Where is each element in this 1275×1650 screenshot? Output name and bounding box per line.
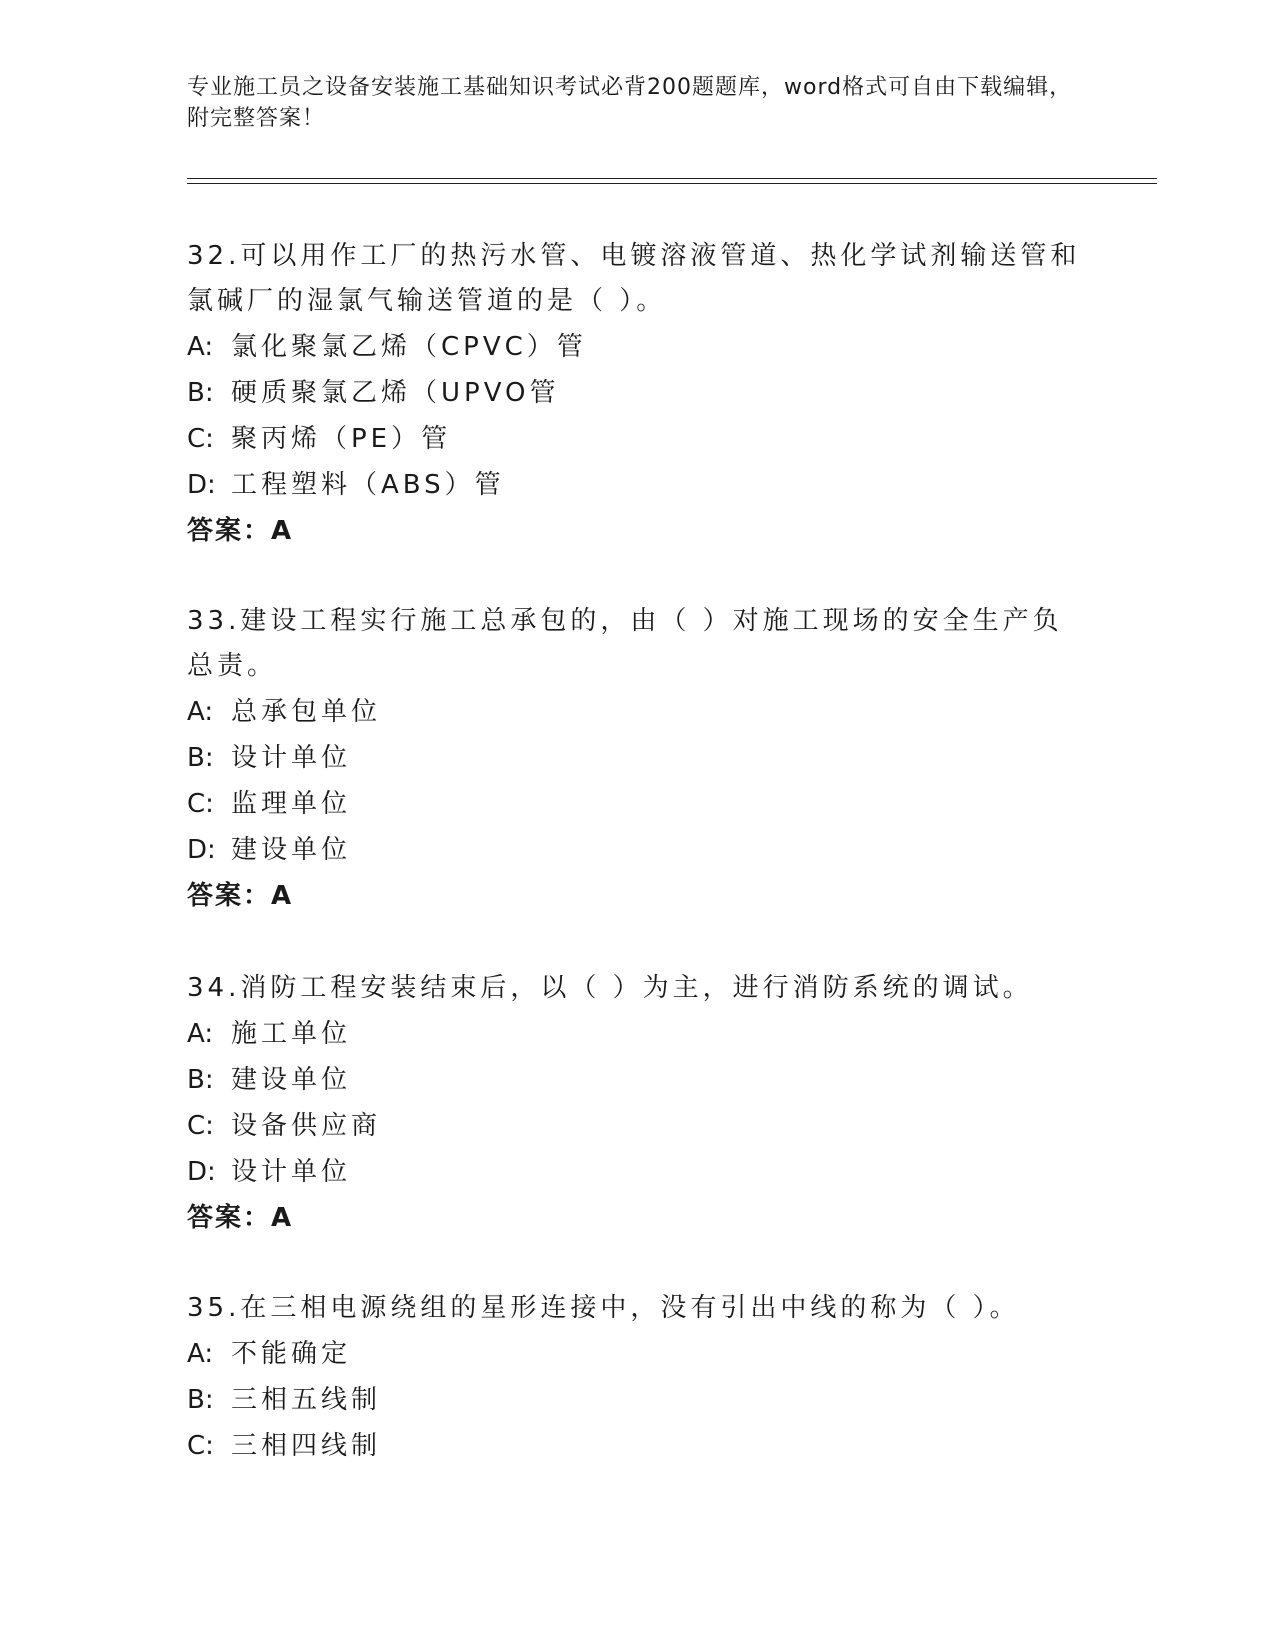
- option-letter: B:: [187, 378, 214, 408]
- option-letter: D:: [187, 835, 216, 865]
- option-c: [187, 781, 1087, 827]
- option-letter: D:: [187, 1157, 216, 1187]
- question-text: 32.可以用作工厂的热污水管、电镀溶液管道、热化学试剂输送管和氯碱厂的湿氯气输送管道的是（ ）。: [187, 241, 1081, 316]
- header-divider-top: [187, 178, 1157, 179]
- option-text: 不能确定: [231, 1339, 352, 1369]
- option-letter: A:: [187, 1019, 214, 1049]
- option-letter: A:: [187, 697, 214, 727]
- option-letter: C:: [187, 424, 214, 454]
- option-letter: B:: [187, 1385, 214, 1415]
- option-text: 总承包单位: [231, 697, 382, 727]
- option-d: [187, 827, 1087, 873]
- option-b: [187, 735, 1087, 781]
- question-text: 34.消防工程安装结束后，以（ ）为主，进行消防系统的调试。: [187, 973, 1033, 1003]
- option-text: 设备供应商: [231, 1111, 382, 1141]
- question-32: [187, 234, 1087, 554]
- option-text: 三相四线制: [231, 1431, 382, 1461]
- option-a: [187, 324, 1087, 370]
- option-text: 监理单位: [231, 789, 352, 819]
- option-text: 硬质聚氯乙烯（UPVO管: [231, 378, 560, 408]
- option-text: 氯化聚氯乙烯（CPVC）管: [231, 332, 587, 362]
- option-letter: A:: [187, 332, 214, 362]
- option-letter: D:: [187, 470, 216, 500]
- option-text: 建设单位: [231, 1065, 352, 1095]
- option-a: [187, 1331, 1087, 1377]
- question-35: [187, 1286, 1087, 1469]
- option-c: [187, 1423, 1087, 1469]
- option-c: [187, 416, 1087, 462]
- option-letter: C:: [187, 1431, 214, 1461]
- option-text: 设计单位: [231, 1157, 352, 1187]
- option-a: [187, 689, 1087, 735]
- option-d: [187, 462, 1087, 508]
- question-text: 35.在三相电源绕组的星形连接中，没有引出中线的称为（ ）。: [187, 1293, 1020, 1323]
- option-b: [187, 1377, 1087, 1423]
- option-text: 建设单位: [231, 835, 352, 865]
- option-b: [187, 1057, 1087, 1103]
- question-34: [187, 966, 1087, 1241]
- question-33: [187, 599, 1087, 919]
- option-b: [187, 370, 1087, 416]
- header-divider-bottom: [187, 183, 1157, 184]
- option-text: 工程塑料（ABS）管: [231, 470, 505, 500]
- option-text: 施工单位: [231, 1019, 352, 1049]
- answer: 答案：A: [187, 516, 294, 546]
- option-text: 设计单位: [231, 743, 352, 773]
- option-letter: A:: [187, 1339, 214, 1369]
- document-header: 专业施工员之设备安装施工基础知识考试必背200题题库，word格式可自由下载编辑，附完整答案！: [187, 75, 1073, 131]
- option-text: 聚丙烯（PE）管: [231, 424, 452, 454]
- option-letter: C:: [187, 1111, 214, 1141]
- option-a: [187, 1011, 1087, 1057]
- option-c: [187, 1103, 1087, 1149]
- answer: 答案：A: [187, 1203, 294, 1233]
- option-letter: B:: [187, 1065, 214, 1095]
- option-letter: B:: [187, 743, 214, 773]
- answer: 答案：A: [187, 881, 294, 911]
- option-letter: C:: [187, 789, 214, 819]
- question-text: 33.建设工程实行施工总承包的，由（ ）对施工现场的安全生产负总责。: [187, 606, 1063, 681]
- option-text: 三相五线制: [231, 1385, 382, 1415]
- option-d: [187, 1149, 1087, 1195]
